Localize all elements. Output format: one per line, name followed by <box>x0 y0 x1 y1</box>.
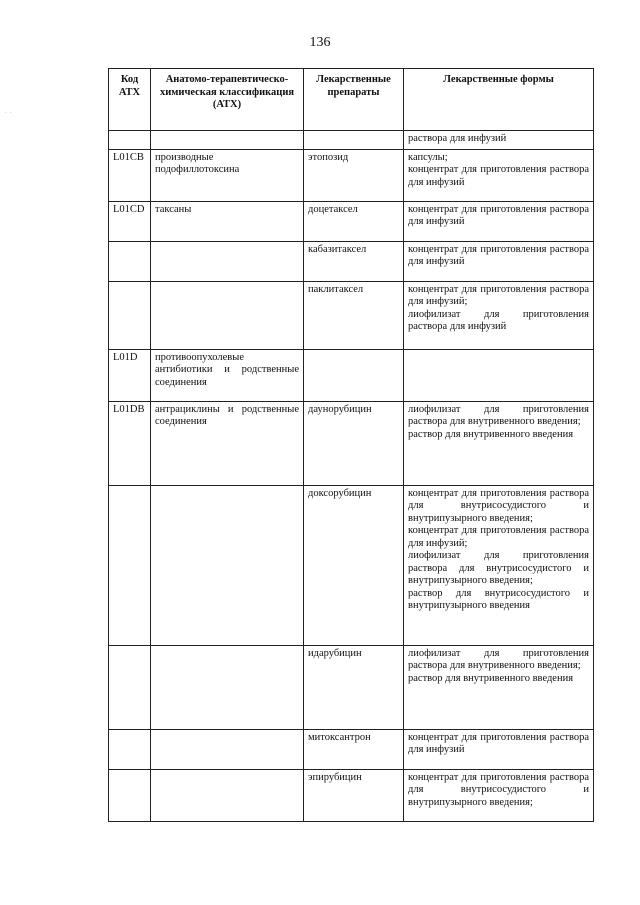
table-row <box>109 485 594 645</box>
code-cell: L01D <box>109 349 151 401</box>
classification-cell: противоопухолевые антибиотики и родственные соединения <box>151 349 304 401</box>
margin-mark: · · <box>5 111 13 116</box>
drug-cell: эпирубицин <box>304 769 404 821</box>
classification-cell: антрациклины и родственные соединения <box>151 401 304 485</box>
forms-cell: капсулы; концентрат для приготовления раствора для инфузий <box>404 149 594 201</box>
drug-cell: митоксантрон <box>304 729 404 769</box>
table-row <box>109 729 594 769</box>
classification-cell <box>151 769 304 821</box>
header-code: Код АТХ <box>109 69 151 131</box>
drug-cell <box>304 131 404 150</box>
header-classification: Анатомо-терапевтическо-химическая классификация (АТХ) <box>151 69 304 131</box>
header-forms: Лекарственные формы <box>404 69 594 131</box>
forms-cell: концентрат для приготовления раствора для инфузий <box>404 241 594 281</box>
code-cell <box>109 645 151 729</box>
table-row <box>109 769 594 821</box>
classification-cell: производные подофиллотоксина <box>151 149 304 201</box>
drug-cell <box>304 349 404 401</box>
classification-cell <box>151 485 304 645</box>
table-row <box>109 645 594 729</box>
code-cell <box>109 241 151 281</box>
code-cell: L01CD <box>109 201 151 241</box>
table-row <box>109 201 594 241</box>
table-row <box>109 241 594 281</box>
classification-cell <box>151 241 304 281</box>
code-cell <box>109 729 151 769</box>
forms-cell: лиофилизат для приготовления раствора для внутривенного введения; раствор для внутривенного введения <box>404 645 594 729</box>
code-cell: L01CB <box>109 149 151 201</box>
table-row <box>109 131 594 150</box>
forms-cell: раствора для инфузий <box>404 131 594 150</box>
drug-cell: даунорубицин <box>304 401 404 485</box>
table-header-row <box>109 69 594 131</box>
table-row <box>109 401 594 485</box>
drug-cell: этопозид <box>304 149 404 201</box>
drug-cell: доцетаксел <box>304 201 404 241</box>
forms-cell: концентрат для приготовления раствора для внутрисосудистого и внутрипузырного введения; концентрат для приготовления раствора для инфузий; лиофилизат для приготовления раствора для внутрисосудистого и внутрипузырного введения; раствор для внутрисосудистого и внутрипузырного введения <box>404 485 594 645</box>
classification-cell <box>151 729 304 769</box>
drug-cell: идарубицин <box>304 645 404 729</box>
forms-cell: концентрат для приготовления раствора для инфузий; лиофилизат для приготовления раствора для инфузий <box>404 281 594 349</box>
code-cell <box>109 485 151 645</box>
code-cell <box>109 769 151 821</box>
classification-cell <box>151 281 304 349</box>
forms-cell: лиофилизат для приготовления раствора для внутривенного введения; раствор для внутривенного введения <box>404 401 594 485</box>
drug-cell: кабазитаксел <box>304 241 404 281</box>
table-row <box>109 281 594 349</box>
classification-cell <box>151 645 304 729</box>
page-number: 136 <box>309 35 331 50</box>
table-row <box>109 149 594 201</box>
drug-classification-table <box>108 68 594 822</box>
classification-cell: таксаны <box>151 201 304 241</box>
drug-cell: доксорубицин <box>304 485 404 645</box>
header-drugs: Лекарственные препараты <box>304 69 404 131</box>
forms-cell: концентрат для приготовления раствора для инфузий <box>404 729 594 769</box>
forms-cell: концентрат для приготовления раствора для внутрисосудистого и внутрипузырного введения; <box>404 769 594 821</box>
forms-cell: концентрат для приготовления раствора для инфузий <box>404 201 594 241</box>
forms-cell <box>404 349 594 401</box>
code-cell: L01DB <box>109 401 151 485</box>
code-cell <box>109 131 151 150</box>
drug-cell: паклитаксел <box>304 281 404 349</box>
code-cell <box>109 281 151 349</box>
table-row <box>109 349 594 401</box>
classification-cell <box>151 131 304 150</box>
